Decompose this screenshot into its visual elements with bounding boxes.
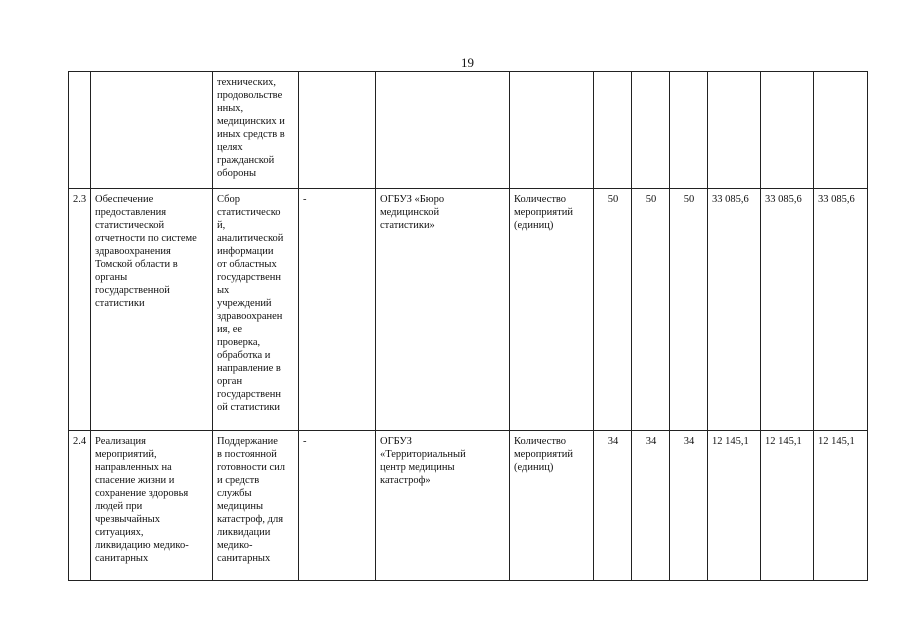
table-row — [69, 72, 868, 189]
funding-cell-2 — [761, 72, 814, 189]
activity-cell: Поддержание в постоянной готовности сил и средств службы медицины катастроф, для ликвидации медико- санитарных — [213, 431, 299, 581]
value-cell-1 — [594, 72, 632, 189]
indicator-cell: Количество мероприятий (единиц) — [510, 189, 594, 431]
activity-cell: технических, продовольстве нных, медицинских и иных средств в целях гражданской обороны — [213, 72, 299, 189]
row-index-cell: 2.4 — [69, 431, 91, 581]
value-cell-3: 34 — [670, 431, 708, 581]
row-index-cell: 2.3 — [69, 189, 91, 431]
dash-cell: - — [299, 189, 376, 431]
indicator-cell: Количество мероприятий (единиц) — [510, 431, 594, 581]
table-row — [69, 189, 868, 431]
page-number: 19 — [461, 55, 474, 70]
task-cell: Реализация мероприятий, направленных на спасение жизни и сохранение здоровья людей при чрезвычайных ситуациях, ликвидацию медико- санитарных — [91, 431, 213, 581]
funding-cell-1: 12 145,1 — [708, 431, 761, 581]
executor-cell: ОГБУЗ «Бюро медицинской статистики» — [376, 189, 510, 431]
program-activities-table — [68, 71, 868, 581]
task-cell — [91, 72, 213, 189]
dash-cell — [299, 72, 376, 189]
activity-cell: Сбор статистическо й, аналитической информации от областных государственн ых учреждений здравоохранен ия, ее проверка, обработка и направление в орган государственн ой статистики — [213, 189, 299, 431]
executor-cell — [376, 72, 510, 189]
value-cell-1: 50 — [594, 189, 632, 431]
row-index-cell — [69, 72, 91, 189]
funding-cell-3: 33 085,6 — [814, 189, 868, 431]
value-cell-3 — [670, 72, 708, 189]
funding-cell-1 — [708, 72, 761, 189]
funding-cell-2: 33 085,6 — [761, 189, 814, 431]
task-cell: Обеспечение предоставления статистической отчетности по системе здравоохранения Томской области в органы государственной статистики — [91, 189, 213, 431]
funding-cell-3: 12 145,1 — [814, 431, 868, 581]
funding-cell-1: 33 085,6 — [708, 189, 761, 431]
funding-cell-3 — [814, 72, 868, 189]
value-cell-2 — [632, 72, 670, 189]
value-cell-2: 34 — [632, 431, 670, 581]
table-row — [69, 431, 868, 581]
value-cell-2: 50 — [632, 189, 670, 431]
executor-cell: ОГБУЗ «Территориальный центр медицины катастроф» — [376, 431, 510, 581]
indicator-cell — [510, 72, 594, 189]
value-cell-1: 34 — [594, 431, 632, 581]
dash-cell: - — [299, 431, 376, 581]
funding-cell-2: 12 145,1 — [761, 431, 814, 581]
value-cell-3: 50 — [670, 189, 708, 431]
